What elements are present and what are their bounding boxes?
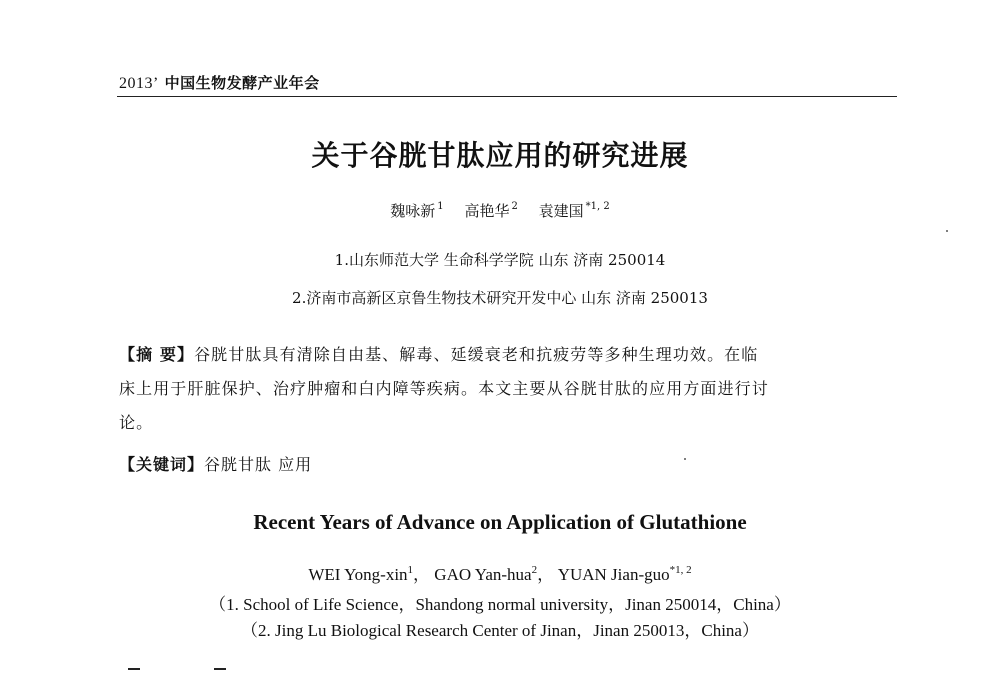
cutoff-mark — [214, 668, 226, 670]
abstract-label: 【摘 要】 — [119, 345, 195, 364]
english-author: YUAN Jian-guo$^{*1, 2}$ — [557, 564, 692, 584]
author: 袁建国 $^{*1, 2}$ — [538, 201, 610, 220]
keywords-text: 谷胱甘肽 应用 — [204, 455, 313, 474]
header-year: 2013’ — [119, 75, 159, 92]
header-rule — [117, 96, 897, 97]
paper-title: 关于谷胱甘肽应用的研究进展 — [311, 139, 689, 172]
scan-speck — [684, 458, 686, 460]
header-conference: 中国生物发酵产业年会 — [164, 74, 320, 92]
author-list — [0, 200, 1000, 221]
english-affiliation-1: （1. School of Life Science，Shandong normal university，Jinan 250014，China） — [209, 595, 791, 614]
abstract — [119, 338, 899, 440]
keywords — [119, 452, 312, 475]
abstract-line: 谷胱甘肽具有清除自由基、解毒、延缓衰老和抗疲劳等多种生理功效。在临 — [194, 345, 759, 364]
abstract-line: 床上用于肝脏保护、治疗肿瘤和白内障等疾病。本文主要从谷胱甘肽的应用方面进行讨 — [119, 379, 769, 398]
abstract-line: 论。 — [119, 413, 154, 432]
scan-speck — [946, 230, 948, 232]
affiliation-2: 2.济南市高新区京鲁生物技术研究开发中心 山东 济南 250013 — [292, 289, 708, 307]
english-author-list: WEI Yong-xin$^1$， GAO Yan-hua$^2$， YUAN Jian-guo$^{*1, 2}$ — [308, 564, 692, 584]
running-header — [119, 72, 320, 93]
keywords-label: 【关键词】 — [119, 455, 205, 474]
author: 魏咏新 $^1$ — [390, 201, 444, 220]
author: 高艳华 $^2$ — [464, 201, 518, 220]
english-affiliation-2: （2. Jing Lu Biological Research Center of Jinan，Jinan 250013，China） — [241, 621, 759, 640]
english-author: GAO Yan-hua$^2$ — [434, 564, 538, 584]
cutoff-mark — [128, 668, 140, 670]
english-title: Recent Years of Advance on Application of Glutathione — [253, 510, 747, 534]
english-author: WEI Yong-xin$^1$ — [308, 564, 414, 584]
affiliation-1: 1.山东师范大学 生命科学学院 山东 济南 250014 — [334, 251, 666, 269]
